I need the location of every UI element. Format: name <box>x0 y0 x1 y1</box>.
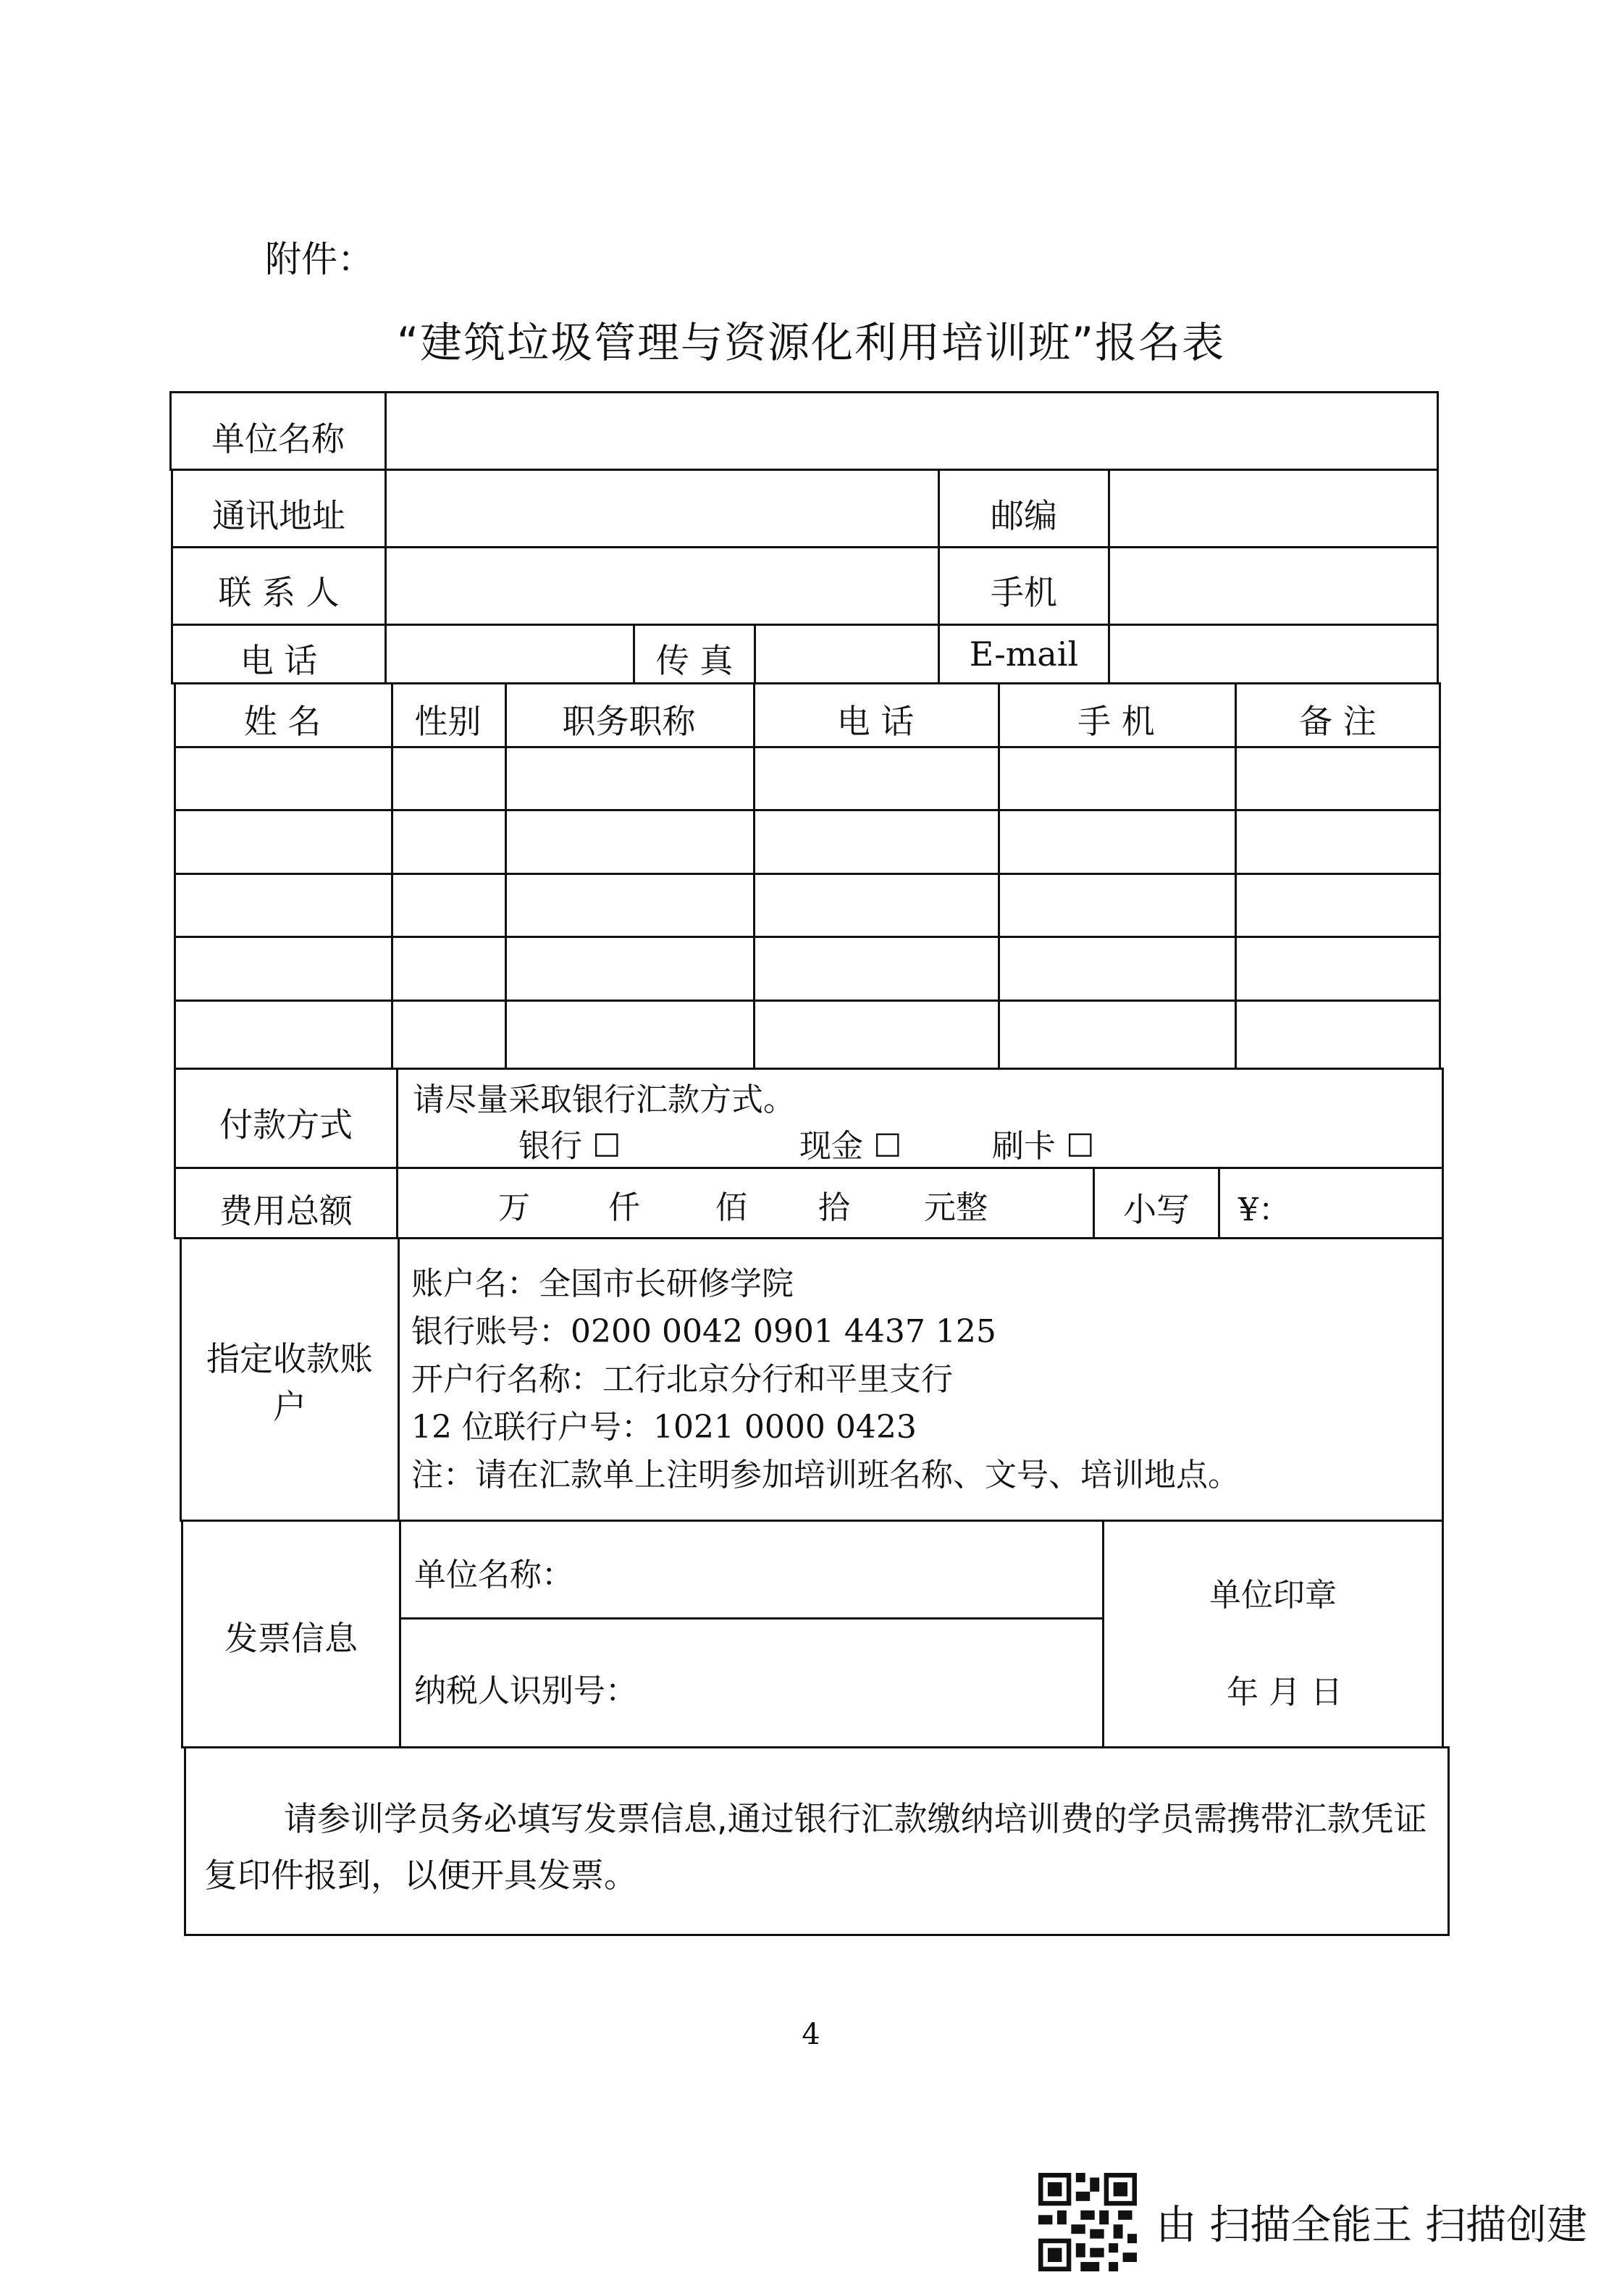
page-number: 4 <box>802 2018 820 2051</box>
invoice-date-label: 年 月 日 <box>1227 1674 1342 1711</box>
payment-label: 付款方式 <box>219 1105 353 1144</box>
postcode-label: 邮编 <box>991 496 1057 535</box>
account-name: 账户名：全国市长研修学院 <box>411 1265 794 1302</box>
account-number: 银行账号：0200 0042 0901 4437 125 <box>411 1313 996 1350</box>
scanner-watermark-text: 由 扫描全能王 扫描创建 <box>1156 2202 1587 2249</box>
postcode-field[interactable] <box>1108 469 1439 548</box>
unit-name-label: 单位名称 <box>211 419 345 458</box>
address-field[interactable] <box>385 469 940 548</box>
payment-option-cash[interactable]: 现金 ☐ <box>799 1128 902 1165</box>
fee-unit-qian: 仟 <box>608 1189 640 1226</box>
email-label: E-mail <box>969 634 1079 674</box>
payment-option-card[interactable]: 刷卡 ☐ <box>992 1128 1095 1165</box>
fee-unit-wan: 万 <box>498 1189 530 1226</box>
scanner-watermark <box>1038 2173 1587 2271</box>
notice-text: 请参训学员务必填写发票信息,通过银行汇款缴纳培训费的学员需携带汇款凭证复印件报到，以便开具发票。 <box>204 1799 1427 1895</box>
header-phone: 电 话 <box>836 702 915 741</box>
fee-unit-shi: 拾 <box>818 1189 850 1226</box>
phone-field[interactable] <box>385 624 635 684</box>
header-mobile: 手 机 <box>1077 702 1155 741</box>
fee-label: 费用总额 <box>219 1191 353 1231</box>
email-field[interactable] <box>1108 624 1439 684</box>
header-gender: 性别 <box>414 702 482 741</box>
payment-instruction: 请尽量采取银行汇款方式。 <box>413 1081 795 1118</box>
contact-label: 联 系 人 <box>218 573 340 612</box>
fee-small-label: 小写 <box>1123 1190 1190 1229</box>
fax-label: 传 真 <box>655 641 734 680</box>
invoice-seal-cell <box>1102 1520 1444 1748</box>
account-clearing-number: 12 位联行户号：1021 0000 0423 <box>411 1409 917 1446</box>
qr-code-icon <box>1038 2173 1137 2271</box>
invoice-seal-label: 单位印章 <box>1209 1577 1337 1614</box>
form-title: “建筑垃圾管理与资源化利用培训班”报名表 <box>396 318 1226 367</box>
header-position: 职务职称 <box>562 702 696 741</box>
unit-name-field[interactable] <box>385 391 1439 471</box>
header-name: 姓 名 <box>243 702 322 741</box>
header-remarks: 备 注 <box>1299 702 1377 741</box>
fee-currency: ¥： <box>1238 1191 1290 1228</box>
fax-field[interactable] <box>754 624 940 684</box>
account-label-line2: 户 <box>273 1387 306 1426</box>
fee-unit-yuan: 元整 <box>924 1189 988 1226</box>
attachment-label: 附件： <box>265 238 374 280</box>
address-label: 通讯地址 <box>212 496 345 535</box>
account-note: 注：请在汇款单上注明参加培训班名称、文号、培训地点。 <box>411 1457 1240 1493</box>
contact-field[interactable] <box>385 546 940 626</box>
payment-option-bank[interactable]: 银行 ☐ <box>518 1128 621 1165</box>
invoice-label: 发票信息 <box>224 1619 358 1658</box>
mobile-field[interactable] <box>1108 546 1439 626</box>
fee-unit-bai: 佰 <box>715 1189 747 1226</box>
invoice-taxpayer-label: 纳税人识别号： <box>414 1672 637 1709</box>
invoice-unit-name-label: 单位名称： <box>414 1556 573 1593</box>
account-bank: 开户行名称：工行北京分行和平里支行 <box>411 1361 953 1398</box>
mobile-label: 手机 <box>991 573 1057 612</box>
account-label-line1: 指定收款账 <box>206 1339 373 1378</box>
phone-label: 电 话 <box>240 641 318 680</box>
